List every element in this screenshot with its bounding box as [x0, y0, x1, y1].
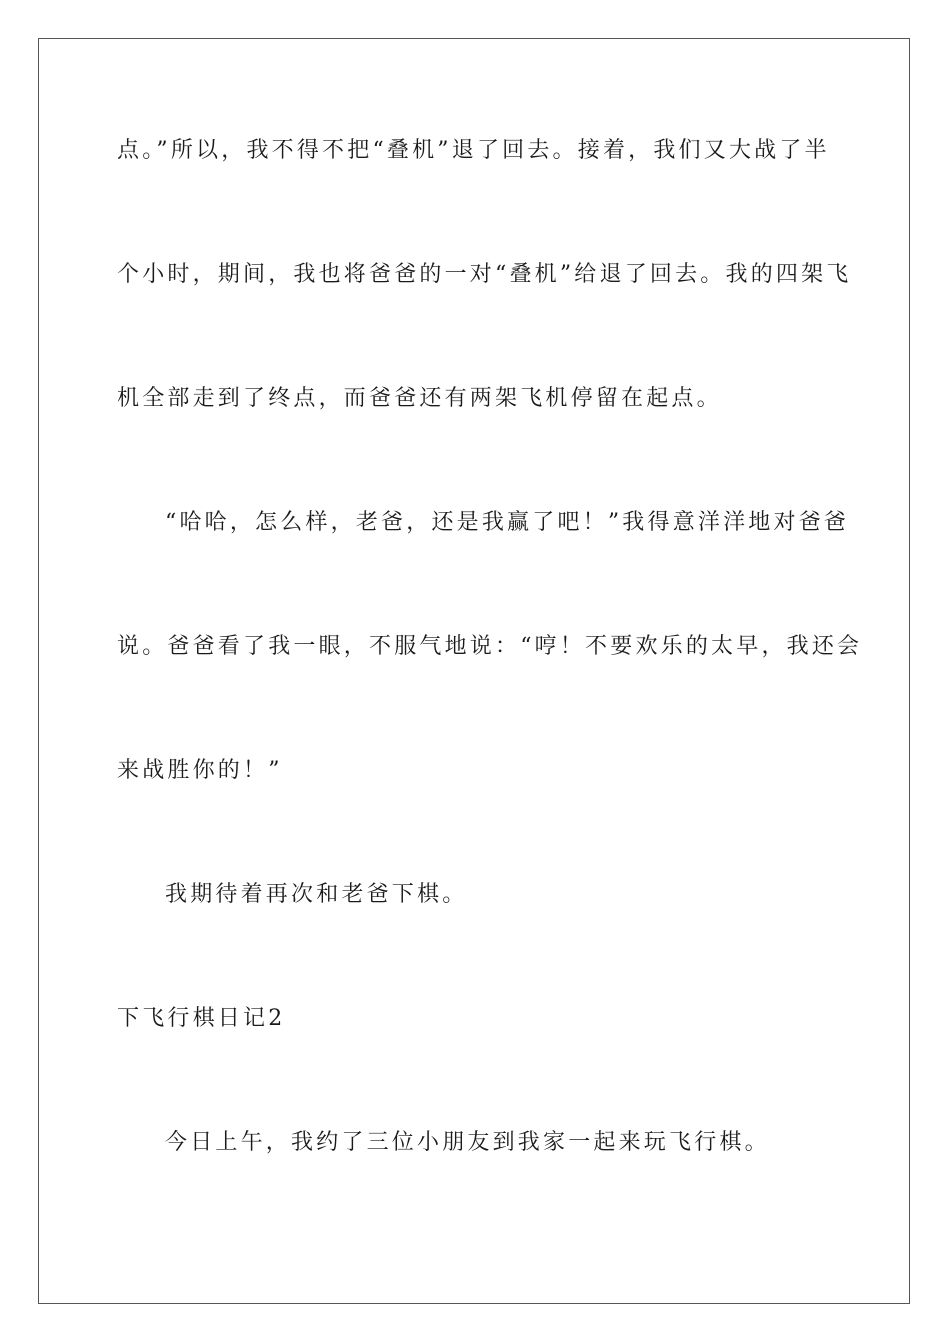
- page-frame: [38, 38, 910, 1304]
- paragraph-line: 机全部走到了终点，而爸爸还有两架飞机停留在起点。: [117, 386, 722, 411]
- paragraph-line: “哈哈，怎么样，老爸，还是我赢了吧！”我得意洋洋地对爸爸: [165, 510, 850, 535]
- paragraph-line: 我期待着再次和老爸下棋。: [165, 882, 468, 907]
- paragraph-line: 说。爸爸看了我一眼，不服气地说：“哼！不要欢乐的太早，我还会: [117, 634, 863, 659]
- paragraph-line: 个小时，期间，我也将爸爸的一对“叠机”给退了回去。我的四架飞: [117, 262, 852, 287]
- section-heading: 下飞行棋日记2: [117, 1006, 286, 1031]
- paragraph-line: 今日上午，我约了三位小朋友到我家一起来玩飞行棋。: [165, 1130, 770, 1155]
- paragraph-line: 点。”所以，我不得不把“叠机”退了回去。接着，我们又大战了半: [117, 138, 830, 163]
- paragraph-line: 来战胜你的！”: [117, 758, 283, 783]
